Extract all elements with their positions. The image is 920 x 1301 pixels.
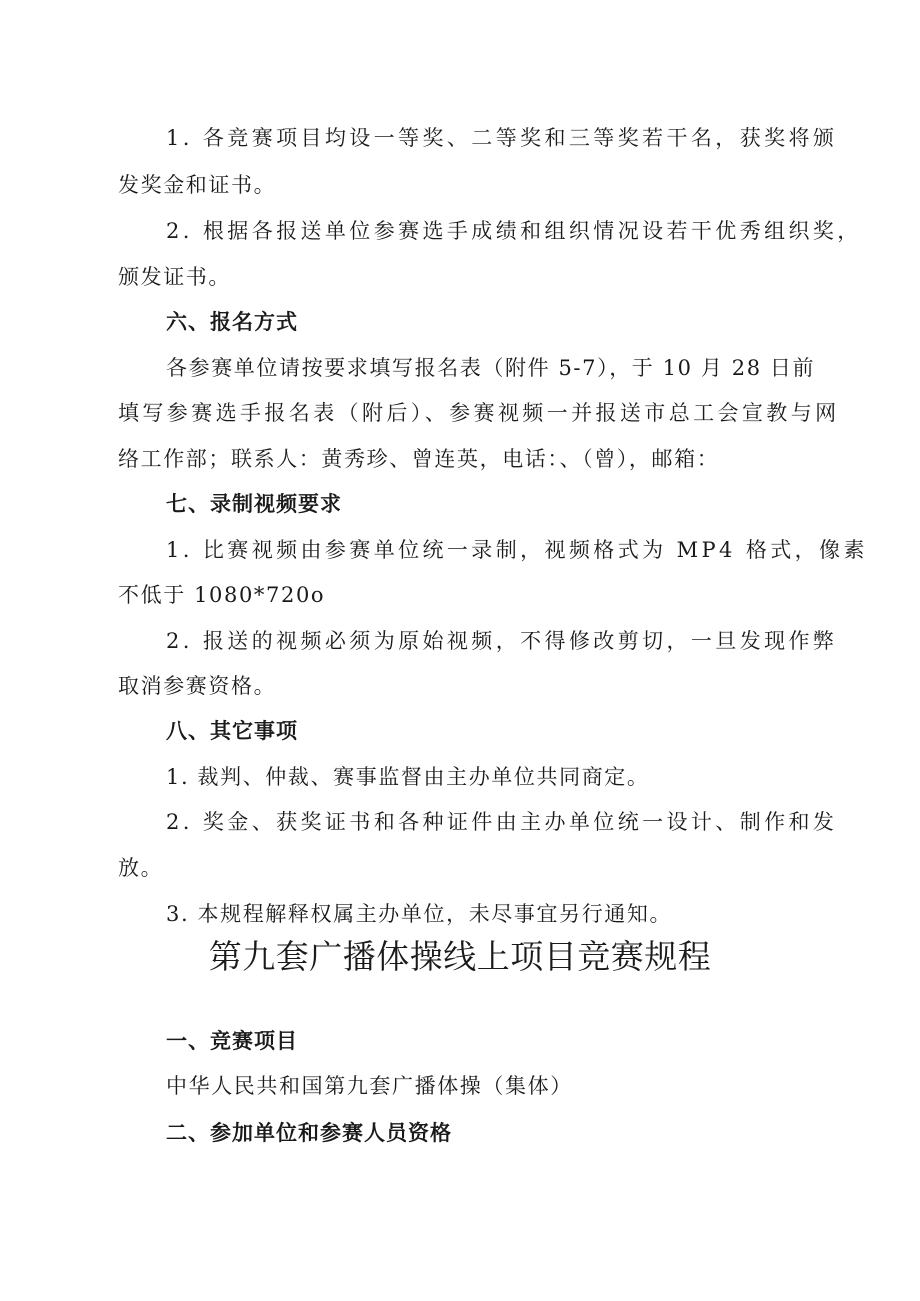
- registration-para-line-1: 各参赛单位请按要求填写报名表（附件 5-7），于 10 月 28 日前: [166, 356, 816, 380]
- section-heading-registration: 六、报名方式: [166, 310, 298, 334]
- video-item-2-line-1: 2. 报送的视频必须为原始视频，不得修改剪切，一旦发现作弊: [166, 629, 838, 653]
- other-item-2-line-2: 放。: [118, 856, 164, 880]
- document-title: 第九套广播体操线上项目竞赛规程: [208, 937, 712, 976]
- section-heading-other-matters: 八、其它事项: [166, 719, 298, 743]
- registration-para-line-2: 填写参赛选手报名表（附后）、参赛视频一并报送市总工会宣教与网: [118, 401, 840, 425]
- other-item-2-line-1: 2. 奖金、获奖证书和各种证件由主办单位统一设计、制作和发: [166, 810, 838, 834]
- section-heading-video-requirements: 七、录制视频要求: [166, 492, 342, 516]
- other-item-3: 3. 本规程解释权属主办单位，未尽事宜另行通知。: [166, 902, 673, 926]
- award-item-2-line-2: 颁发证书。: [118, 265, 231, 289]
- registration-para-line-3: 络工作部；联系人：黄秀珍、曾连英，电话：、（曾），邮箱：: [118, 447, 720, 471]
- award-item-1-line-1: 1. 各竞赛项目均设一等奖、二等奖和三等奖若干名，获奖将颁: [166, 126, 838, 150]
- other-item-1: 1. 裁判、仲裁、赛事监督由主办单位共同商定。: [166, 765, 650, 789]
- video-item-2-line-2: 取消参赛资格。: [118, 674, 277, 698]
- video-item-1-line-1: 1. 比赛视频由参赛单位统一录制，视频格式为 MP4 格式，像素: [166, 538, 868, 562]
- competition-events-text: 中华人民共和国第九套广播体操（集体）: [166, 1074, 573, 1098]
- award-item-1-line-2: 发奖金和证书。: [118, 173, 277, 197]
- section-heading-competition-events: 一、竞赛项目: [166, 1029, 298, 1053]
- section-heading-participant-eligibility: 二、参加单位和参赛人员资格: [166, 1121, 452, 1145]
- award-item-2-line-1: 2. 根据各报送单位参赛选手成绩和组织情况设若干优秀组织奖，: [166, 219, 862, 243]
- video-item-1-line-2: 不低于 1080*720o: [118, 583, 326, 607]
